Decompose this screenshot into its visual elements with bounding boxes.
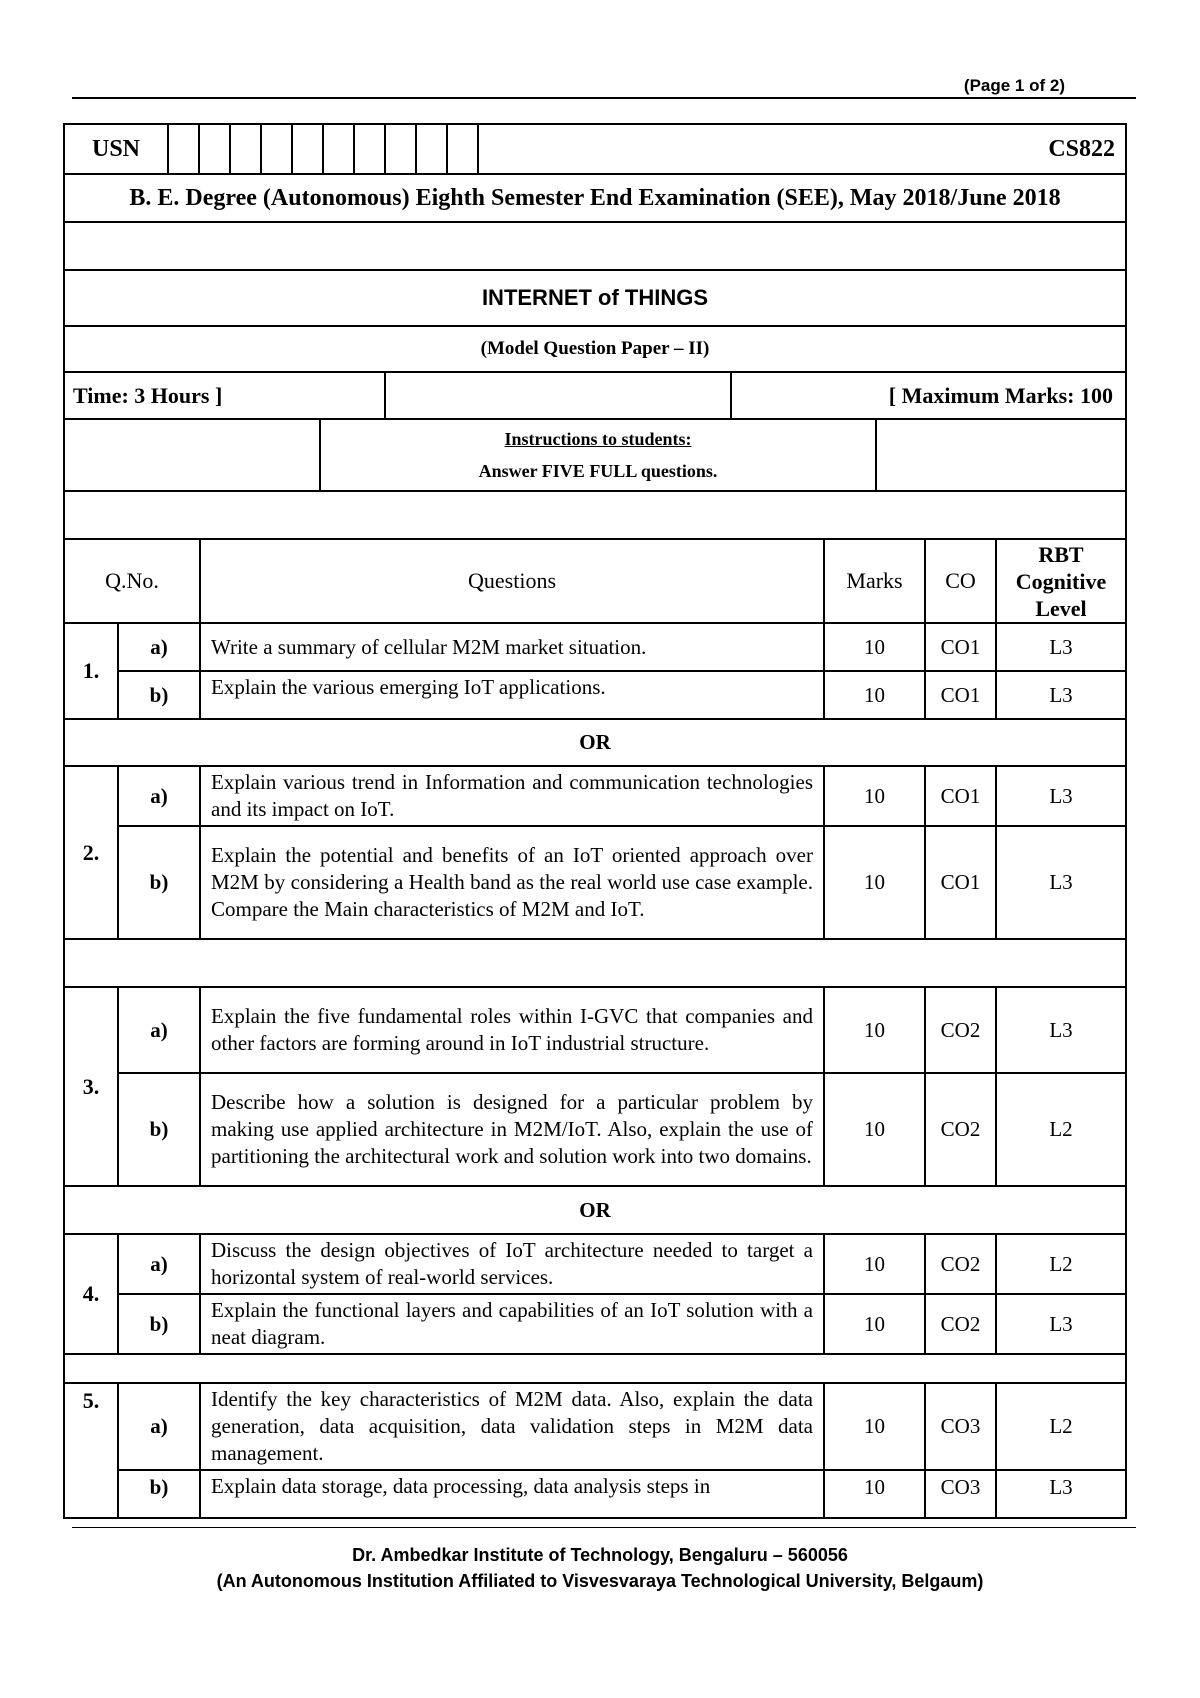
blank-cell [876, 419, 1126, 491]
level-value: L3 [996, 1470, 1126, 1518]
course-code: CS822 [478, 124, 1126, 174]
table-row [64, 1470, 1126, 1518]
question-number: 5. [64, 1383, 118, 1518]
marks-value: 10 [824, 1073, 925, 1186]
co-value: CO1 [925, 623, 996, 671]
footer-divider [72, 1527, 1136, 1528]
instructions-heading: Instructions to students: [504, 429, 692, 449]
usn-box [230, 124, 261, 174]
co-value: CO1 [925, 766, 996, 826]
co-value: CO2 [925, 1294, 996, 1354]
rbt-line: RBT [1038, 541, 1084, 567]
rbt-line: Level [1035, 595, 1087, 621]
level-value: L2 [996, 1234, 1126, 1294]
table-row [64, 1383, 1126, 1470]
table-row [64, 1073, 1126, 1186]
header-divider [72, 97, 1136, 99]
time-table [63, 371, 1127, 420]
blank-row [64, 222, 1126, 270]
or-label: OR [64, 719, 1126, 766]
instructions [320, 419, 876, 491]
level-value: L3 [996, 623, 1126, 671]
table-row [64, 623, 1126, 671]
part-label: a) [118, 1234, 200, 1294]
blank-row [64, 939, 1126, 987]
question-text: Explain data storage, data processing, data analysis steps in [200, 1470, 824, 1518]
table-row [64, 826, 1126, 939]
marks-value: 10 [824, 987, 925, 1073]
questions-table [63, 538, 1127, 1519]
spacer-table [63, 490, 1127, 540]
level-value: L3 [996, 766, 1126, 826]
header-table [63, 123, 1127, 175]
level-value: L3 [996, 1294, 1126, 1354]
usn-box [354, 124, 385, 174]
part-label: a) [118, 623, 200, 671]
or-row [64, 719, 1126, 766]
usn-box [168, 124, 199, 174]
question-text: Explain the functional layers and capabilities of an IoT solution with a neat diagram. [200, 1294, 824, 1354]
co-header: CO [925, 539, 996, 623]
co-value: CO2 [925, 1073, 996, 1186]
marks-value: 10 [824, 1234, 925, 1294]
question-text: Explain the various emerging IoT applications. [200, 671, 824, 719]
usn-box [261, 124, 292, 174]
usn-box [323, 124, 354, 174]
question-text: Write a summary of cellular M2M market situation. [200, 623, 824, 671]
footer-institution: Dr. Ambedkar Institute of Technology, Bengaluru – 560056 [352, 1545, 848, 1565]
co-value: CO2 [925, 987, 996, 1073]
rbt-header [996, 539, 1126, 623]
or-label: OR [64, 1186, 1126, 1234]
blank-cell [64, 1354, 1126, 1383]
blank-cell [385, 372, 731, 419]
instructions-text: Answer FIVE FULL questions. [478, 461, 718, 481]
marks-value: 10 [824, 1470, 925, 1518]
part-label: b) [118, 826, 200, 939]
question-text: Discuss the design objectives of IoT architecture needed to target a horizontal system of real-world services. [200, 1234, 824, 1294]
usn-box [385, 124, 416, 174]
page-number: (Page 1 of 2) [963, 76, 1065, 95]
usn-box [292, 124, 323, 174]
part-label: a) [118, 1383, 200, 1470]
table-row [64, 766, 1126, 826]
marks-value: 10 [824, 1383, 925, 1470]
footer-affiliation: (An Autonomous Institution Affiliated to Visvesvaraya Technological University, Belgaum) [216, 1571, 984, 1591]
question-text: Explain the five fundamental roles within I-GVC that companies and other factors are forming around in IoT industrial structure. [200, 987, 824, 1073]
title-table [63, 173, 1127, 373]
question-number: 1. [64, 623, 118, 719]
marks-value: 10 [824, 826, 925, 939]
exam-paper [63, 123, 1127, 1519]
table-row [64, 1234, 1126, 1294]
co-value: CO3 [925, 1383, 996, 1470]
part-label: b) [118, 1294, 200, 1354]
max-marks: [ Maximum Marks: 100 [731, 372, 1126, 419]
part-label: b) [118, 1470, 200, 1518]
time-label: Time: 3 Hours ] [64, 372, 385, 419]
table-row [64, 671, 1126, 719]
or-row [64, 1186, 1126, 1234]
part-label: b) [118, 1073, 200, 1186]
marks-header: Marks [824, 539, 925, 623]
question-number: 4. [64, 1234, 118, 1354]
question-text: Explain various trend in Information and communication technologies and its impact on IoT. [200, 766, 824, 826]
marks-value: 10 [824, 623, 925, 671]
level-value: L3 [996, 671, 1126, 719]
exam-title: B. E. Degree (Autonomous) Eighth Semester End Examination (SEE), May 2018/June 2018 [64, 174, 1126, 222]
part-label: b) [118, 671, 200, 719]
co-value: CO1 [925, 826, 996, 939]
blank-cell [64, 419, 320, 491]
blank-row [64, 491, 1126, 539]
co-value: CO2 [925, 1234, 996, 1294]
question-number: 3. [64, 987, 118, 1186]
question-text: Explain the potential and benefits of an IoT oriented approach over M2M by considering a Health band as the real world use case example. Compare the Main characteristics of M2M and IoT. [200, 826, 824, 939]
questions-header: Questions [200, 539, 824, 623]
level-value: L2 [996, 1383, 1126, 1470]
level-value: L3 [996, 987, 1126, 1073]
level-value: L2 [996, 1073, 1126, 1186]
blank-row [64, 1354, 1126, 1383]
instructions-table [63, 418, 1127, 492]
question-number: 2. [64, 766, 118, 939]
usn-row [64, 124, 1126, 174]
subject-title: INTERNET of THINGS [64, 270, 1126, 326]
blank-cell [64, 939, 1126, 987]
marks-value: 10 [824, 671, 925, 719]
rbt-line: Cognitive [1015, 568, 1107, 594]
marks-value: 10 [824, 766, 925, 826]
co-value: CO3 [925, 1470, 996, 1518]
qno-header: Q.No. [64, 539, 200, 623]
usn-box [447, 124, 478, 174]
question-text: Identify the key characteristics of M2M data. Also, explain the data generation, data acquisition, data validation steps in M2M data management. [200, 1383, 824, 1470]
co-value: CO1 [925, 671, 996, 719]
usn-box [199, 124, 230, 174]
usn-label: USN [64, 124, 168, 174]
marks-value: 10 [824, 1294, 925, 1354]
column-header-row [64, 539, 1126, 623]
level-value: L3 [996, 826, 1126, 939]
usn-box [416, 124, 447, 174]
part-label: a) [118, 987, 200, 1073]
paper-type: (Model Question Paper – II) [64, 326, 1126, 372]
question-text: Describe how a solution is designed for a particular problem by making use applied architecture in M2M/IoT. Also, explain the use of partitioning the architectural work and solution work into two domains. [200, 1073, 824, 1186]
table-row [64, 1294, 1126, 1354]
table-row [64, 987, 1126, 1073]
part-label: a) [118, 766, 200, 826]
